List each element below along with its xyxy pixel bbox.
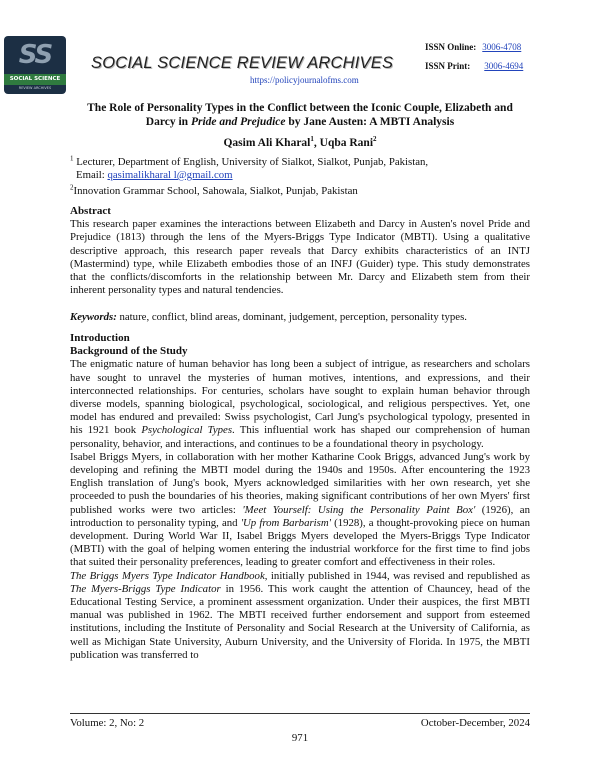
- author-sep: ,: [313, 137, 320, 149]
- paper-title: [80, 101, 520, 129]
- p3-a: , initially published in 1944, was revised and republished as: [264, 569, 530, 582]
- issn-online-label: ISSN Online:: [425, 42, 477, 52]
- title-line1: The Role of Personality Types in the Conflict between the Iconic Couple, Elizabeth and: [87, 102, 513, 114]
- intro-heading: Introduction: [70, 332, 130, 344]
- title-line2-pre: Darcy in: [145, 116, 191, 128]
- footer-divider: [70, 713, 530, 714]
- footer-volume: Volume: 2, No: 2: [70, 717, 145, 729]
- p3-b: in 1956. This work caught the attention of Chauncey, head of the Educational Testing Service, a prominent assessment organization. Under their auspices, the first MBTI manual was published in 1962. The MBTI received further endorsement and support from esteemed institutions, including the Institute of Personality and Social Research at the University of California, as well as Michigan State University, Auburn University, and the University of Florida. In 1975, the MBTI publication was transferred to: [70, 582, 530, 661]
- p1-post: . This influential work has shaped our comprehension of human personality, behavior, and interactions, and continues to be a foundational theory in psychology.: [70, 424, 530, 450]
- keywords: [70, 311, 530, 323]
- p2-italic-2: 'Up from Barbarism': [240, 516, 331, 529]
- p2-b: (1926), an introduction to personality typing, and: [70, 503, 530, 529]
- footer-date: October-December, 2024: [420, 717, 530, 729]
- aff2-text: Innovation Grammar School, Sahowala, Sialkot, Punjab, Pakistan: [73, 185, 358, 197]
- journal-url-link[interactable]: https://policyjournalofms.com: [250, 75, 359, 85]
- issn-online-link[interactable]: 3006-4708: [482, 42, 522, 52]
- aff2-sup: 2: [70, 183, 74, 192]
- issn-print-label: ISSN Print:: [425, 61, 471, 71]
- logo-subtext: REVIEW ARCHIVES: [18, 86, 52, 90]
- email-link[interactable]: qasimalikharal l@gmail.com: [107, 169, 233, 181]
- keywords-label: Keywords:: [70, 311, 117, 323]
- email-label: Email:: [76, 169, 108, 181]
- affiliation-2: [70, 185, 358, 198]
- journal-header: [0, 0, 600, 95]
- author-1: Qasim Ali Kharal: [223, 137, 311, 149]
- author-2-sup: 2: [373, 135, 377, 144]
- journal-logo: [4, 36, 66, 94]
- abstract-section: [70, 205, 530, 297]
- author-2: Uqba Rani: [319, 137, 374, 149]
- authors: [200, 137, 400, 149]
- title-line2-italic: Pride and Prejudice: [190, 116, 286, 128]
- p1-italic: Psychological Types: [141, 424, 233, 437]
- affiliation-1-email: [76, 169, 233, 182]
- abstract-text: This research paper examines the interactions between Elizabeth and Darcy in Austen's novel Pride and Prejudice (1813) through the lens of the Myers-Briggs Type Indicator (MBTI). Using a qualitative descriptive approach, this research paper reveals that Darcy exhibits characteristics of an INTJ (Mastermind) type, while Elizabeth embodies those of an INFJ (Guider) type. This study demonstrates that the conflicts/discomforts in the relationship between Mr. Darcy and Elizabeth stem from their inherent personality types and natural tendencies.: [70, 218, 530, 297]
- p2-a: Isabel Briggs Myers, in collaboration with her mother Katharine Cook Briggs, advanced Jung's work by developing and refining the MBTI model during the 1940s and 1950s. After encountering the 1923 English translation of Jung's book, Myers acknowledged similarities with her own research, yet she proceeded to push the boundaries of his theories, making significant contributions of her own Myers' first published works were two articles:: [70, 450, 530, 516]
- p3-italic-2: The Myers-Briggs Type Indicator: [70, 582, 221, 595]
- p3-italic-1: The Briggs Myers Type Indicator Handbook: [70, 569, 265, 582]
- abstract-heading: Abstract: [70, 205, 111, 217]
- p2-italic-1: 'Meet Yourself: Using the Personality Paint Box': [242, 503, 476, 516]
- author-1-sup: 1: [310, 135, 314, 144]
- issn-print: [425, 61, 523, 71]
- aff1-sup: 1: [70, 154, 74, 163]
- issn-online: [425, 42, 521, 52]
- journal-name: SOCIAL SCIENCE REVIEW ARCHIVES: [91, 54, 394, 72]
- aff1-text: Lecturer, Department of English, University of Sialkot, Sialkot, Punjab, Pakistan,: [73, 156, 429, 168]
- title-line2-post: by Jane Austen: A MBTI Analysis: [285, 116, 455, 128]
- page-number: 971: [291, 732, 309, 744]
- background-heading: Background of the Study: [70, 345, 188, 358]
- p1-pre: The enigmatic nature of human behavior has long been a subject of intrigue, as researchers and scholars have sought to unravel the mysteries of human motives, intentions, and expressions, and their interconnected relationships. For centuries, scholars have sought to explain human behavior through diverse models, spanning biological, psychological, sociological, and religious perspectives. Yet, one model has endured and prevailed: Swiss psychologist, Carl Jung's psychological typology, presented in his 1921 book: [70, 358, 530, 437]
- affiliation-1: [70, 156, 428, 169]
- logo-letters: SS: [18, 40, 52, 70]
- issn-print-link[interactable]: 3006-4694: [484, 61, 524, 71]
- intro-paragraph-1: [70, 358, 530, 450]
- intro-paragraph-3: [70, 570, 530, 662]
- keywords-text: nature, conflict, blind areas, dominant, judgement, perception, personality types.: [116, 311, 467, 323]
- logo-band: SOCIAL SCIENCE: [4, 74, 66, 85]
- introduction-section: [70, 332, 530, 662]
- intro-paragraph-2: [70, 451, 530, 570]
- p2-c: (1928), a thought-provoking piece on human development. During World War II, Isabel Briggs Myers developed the Myers-Briggs Type Indicator (MBTI) with the goal of helping women entering the industrial workforce for the first time to find jobs that suited their personality preferences, leading to greater comfort and effectiveness in their roles.: [70, 516, 530, 569]
